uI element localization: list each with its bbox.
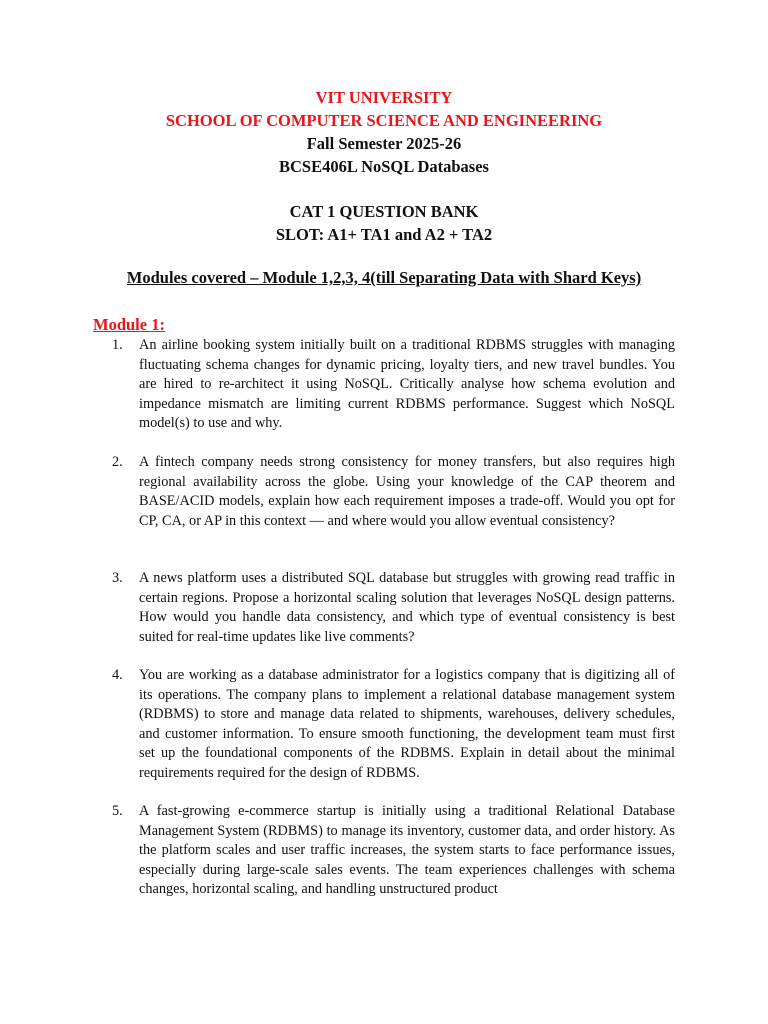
question-number: 3. [112,570,123,586]
document-header [0,86,768,246]
question-item [112,453,675,531]
semester: Fall Semester 2025-26 [306,134,462,153]
question-number: 2. [112,454,123,470]
school-name: SCHOOL OF COMPUTER SCIENCE AND ENGINEERING [165,111,603,130]
question-item [112,666,675,783]
question-text: You are working as a database administrator for a logistics company that is digitizing all of its operations. The company plans to implement a relational database management system (RDBMS) to store and manage data related to shipments, warehouses, delivery schedules, and customer information. To ensure smooth functioning, the development team must first set up the foundational components of the RDBMS. Explain in detail about the minimal requirements required for the design of RDBMS. [139,667,675,781]
question-bank-title: CAT 1 QUESTION BANK [289,202,479,221]
modules-covered: Modules covered – Module 1,2,3, 4(till Separating Data with Shard Keys) [126,268,642,287]
university-name: VIT UNIVERSITY [315,88,453,107]
module-heading: Module 1: [93,315,165,334]
question-item [112,802,675,900]
question-text: A fast-growing e-commerce startup is initially using a traditional Relational Database Management System (RDBMS) to manage its inventory, customer data, and order history. As the platform scales and user traffic increases, the system starts to face performance issues, especially during large-scale sales events. The team experiences challenges with schema changes, horizontal scaling, and handling unstructured product [139,803,675,897]
slot-info: SLOT: A1+ TA1 and A2 + TA2 [275,225,493,244]
question-number: 5. [112,803,123,819]
header-spacer [0,178,768,200]
question-number: 4. [112,667,123,683]
question-text: A fintech company needs strong consistency for money transfers, but also requires high regional availability across the globe. Using your knowledge of the CAP theorem and BASE/ACID models, explain how each requirement imposes a trade-off. Would you opt for CP, CA, or AP in this context — and where would you allow eventual consistency? [139,454,675,529]
question-number: 1. [112,337,123,353]
question-item [112,569,675,647]
course-title: BCSE406L NoSQL Databases [279,157,489,176]
question-text: An airline booking system initially built on a traditional RDBMS struggles with managing fluctuating schema changes for dynamic pricing, loyalty tiers, and new travel bundles. You are hired to re-architect it using NoSQL. Critically analyse how schema evolution and impedance mismatch are limiting current RDBMS performance. Suggest which NoSQL model(s) to use and why. [139,337,675,431]
question-item [112,336,675,434]
question-text: A news platform uses a distributed SQL database but struggles with growing read traffic in certain regions. Propose a horizontal scaling solution that leverages NoSQL design patterns. How would you handle data consistency, and which type of eventual consistency is best suited for real-time updates like live comments? [139,570,675,645]
